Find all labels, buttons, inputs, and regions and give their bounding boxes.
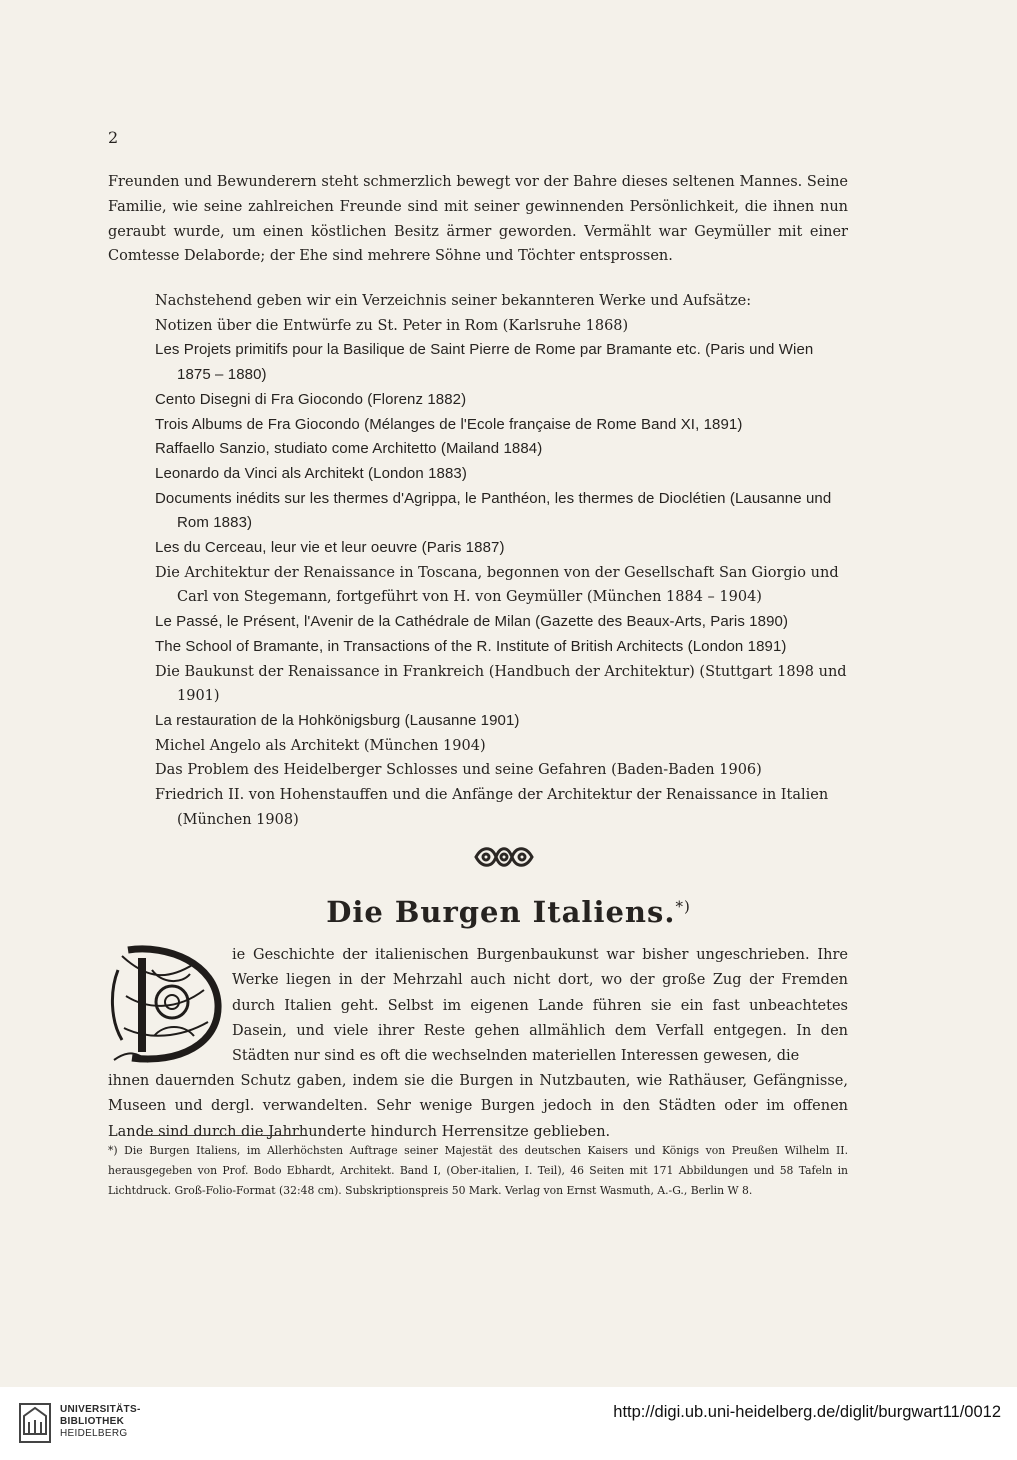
footer-bar [0,1387,1017,1460]
library-name-line: HEIDELBERG [60,1428,128,1439]
works-item: Notizen über die Entwürfe zu St. Peter in Rom (Karlsruhe 1868) [155,317,629,334]
works-item: Les Projets primitifs pour la Basilique de Saint Pierre de Rome par Bramante etc. (Paris und Wien 1875 – 1880) [155,341,814,384]
library-name-line: BIBLIOTHEK [60,1416,125,1427]
article-opening-lines: ie Geschichte der italienischen Burgenbaukunst war bisher ungeschrieben. Ihre Werke liegen in der Mehrzahl auch nicht dort, wo der große Zug der Fremden durch Italien geht. Selbst im eigenen Lande führen sie ein fast unbeachtetes Dasein, und viele ihrer Reste gehen allmählich dem Verfall entgegen. In den Städten nur sind es oft die wechselnden materiellen Interessen gewesen, die [232,947,848,1065]
library-logo-icon [18,1402,52,1444]
works-item: Die Baukunst der Renaissance in Frankreich (Handbuch der Architektur) (Stuttgart 1898 und 1901) [155,663,847,705]
library-name-line: UNIVERSITÄTS- [60,1404,141,1415]
works-item: Le Passé, le Présent, l'Avenir de la Cathédrale de Milan (Gazette des Beaux-Arts, Paris 1890) [155,613,789,631]
ornament-icon [472,844,536,870]
footnote-mark: *) [675,897,691,916]
works-item: Michel Angelo als Architekt (München 1904) [155,737,486,754]
works-item: Friedrich II. von Hohenstauffen und die Anfänge der Architektur der Renaissance in Italien (München 1908) [155,787,829,828]
works-heading: Nachstehend geben wir ein Verzeichnis seiner bekannteren Werke und Aufsätze: [155,293,752,309]
works-item: Les du Cerceau, leur vie et leur oeuvre (Paris 1887) [155,539,505,557]
works-list-section [155,289,850,832]
works-item: Documents inédits sur les thermes d'Agrippa, le Panthéon, les thermes de Dioclétien (Lausanne und Rom 1883) [155,489,832,532]
source-url-link[interactable]: http://digi.ub.uni-heidelberg.de/diglit/burgwart11/0012 [613,1403,1001,1421]
article-continuation: ihnen dauernden Schutz gaben, indem sie die Burgen in Nutzbauten, wie Rathäuser, Gefängnisse, Museen und dergl. verwandelten. Sehr wenige Burgen jedoch in den Städten oder im offenen Lande sind durch die Jahrhunderte hindurch Herrensitze geblieben. [108,1073,848,1140]
works-item: Cento Disegni di Fra Giocondo (Florenz 1882) [155,390,467,408]
footnote-text: *) Die Burgen Italiens, im Allerhöchsten Auftrage seiner Majestät des deutschen Kaisers und Königs von Preußen Wilhelm II. herausgegeben von Prof. Bodo Ebhardt, Architekt. Band I, (Ober-italien, I. Teil), 46 Seiten mit 171 Abbildungen und 58 Tafeln in Lichtdruck. Groß-Folio-Format (32:48 cm). Subskriptionspreis 50 Mark. Verlag von Ernst Wasmuth, A.-G., Berlin W 8. [108,1144,848,1197]
works-item: Raffaello Sanzio, studiato come Architetto (Mailand 1884) [155,440,543,458]
works-item: The School of Bramante, in Transactions of the R. Institute of British Architects (London 1891) [155,637,787,655]
works-item: Die Architektur der Renaissance in Toscana, begonnen von der Gesellschaft San Giorgio und Carl von Stegemann, fortgeführt von H. von Geymüller (München 1884 – 1904) [155,564,839,606]
section-title [0,895,1017,929]
library-name [60,1404,141,1440]
works-item: Leonardo da Vinci als Architekt (London 1883) [155,464,467,482]
footnote-divider [138,1135,308,1136]
works-item: Trois Albums de Fra Giocondo (Mélanges de l'Ecole française de Rome Band XI, 1891) [155,415,743,433]
works-item: Das Problem des Heidelberger Schlosses und seine Gefahren (Baden-Baden 1906) [155,762,762,779]
works-list [155,314,850,833]
intro-paragraph: Freunden und Bewunderern steht schmerzlich bewegt vor der Bahre dieses seltenen Mannes. Seine Familie, wie seine zahlreichen Freunde sind mit seiner gewinnenden Persönlichkeit, die ihnen nun geraubt wurde, um einen köstlichen Besitz ärmer geworden. Vermählt war Geymüller mit einer Comtesse Delaborde; der Ehe sind mehrere Söhne und Töchter entsprossen. [108,174,848,265]
drop-cap-d-icon [108,940,226,1068]
works-item: La restauration de la Hohkönigsburg (Lausanne 1901) [155,711,520,729]
page-number: 2 [108,128,119,147]
section-title-text: Die Burgen Italiens. [326,895,676,929]
